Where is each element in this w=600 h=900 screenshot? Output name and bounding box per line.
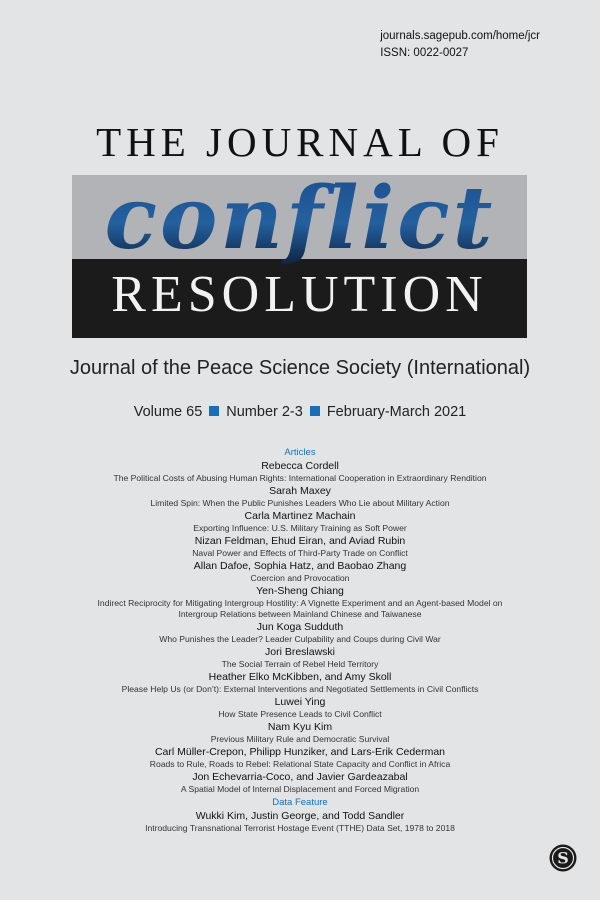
list-item[interactable] [40,510,560,534]
article-title: The Social Terrain of Rebel Held Territory [221,659,379,669]
article-authors: Nam Kyu Kim [267,721,333,733]
list-item[interactable] [40,671,560,695]
journal-title-top: THE JOURNAL OF [96,119,504,165]
article-authors: Carl Müller-Crepon, Philipp Hunziker, and Lars-Erik Cederman [154,746,446,758]
issue-date: February-March 2021 [326,404,467,420]
article-title: Who Punishes the Leader? Leader Culpability and Coups during Civil War [159,634,441,644]
journal-subtitle: Journal of the Peace Science Society (International) [69,357,531,379]
article-title: Naval Power and Effects of Third-Party Trade on Conflict [192,548,408,558]
list-item[interactable] [40,621,560,645]
issue-number: Number 2-3 [226,404,303,420]
data-feature-heading: Data Feature [272,797,328,808]
svg-text:S: S [557,848,569,868]
article-title: Coercion and Provocation [250,573,350,583]
separator-square-icon [209,406,219,416]
journal-title-script [72,150,527,280]
list-item[interactable] [40,535,560,559]
list-item[interactable] [40,746,560,770]
table-of-contents [40,446,560,835]
issue-volume: Volume 65 [133,404,203,420]
article-title-continued: Intergroup Relations between Mainland Chinese and Taiwanese [178,609,422,619]
list-item[interactable] [40,485,560,509]
article-title: Limited Spin: When the Public Punishes Leaders Who Lie about Military Action [150,498,450,508]
article-title: Previous Military Rule and Democratic Survival [210,734,390,744]
article-authors: Jun Koga Sudduth [256,621,344,633]
article-authors: Sarah Maxey [269,485,331,497]
journal-issn: ISSN: 0022-0027 [380,47,469,59]
article-authors: Yen-Sheng Chiang [256,585,344,597]
article-title: Indirect Reciprocity for Mitigating Intergroup Hostility: A Vignette Experiment and an Agent-based Model on [97,598,503,608]
list-item[interactable] [40,696,560,720]
article-title: A Spatial Model of Internal Displacement and Forced Migration [180,784,420,794]
list-item[interactable] [40,646,560,670]
sage-logo-icon [549,844,577,872]
article-title: Exporting Influence: U.S. Military Training as Soft Power [193,523,407,533]
article-authors: Wukki Kim, Justin George, and Todd Sandler [195,810,405,822]
list-item[interactable] [40,560,560,584]
list-item[interactable] [40,810,560,834]
journal-url[interactable]: journals.sagepub.com/home/jcr [380,30,540,42]
issue-info [0,404,600,420]
list-item[interactable] [40,460,560,484]
article-title: Introducing Transnational Terrorist Hostage Event (TTHE) Data Set, 1978 to 2018 [145,823,455,833]
article-authors: Heather Elko McKibben, and Amy Skoll [208,671,392,683]
article-title: Please Help Us (or Don’t): External Interventions and Negotiated Settlements in Civil Conflicts [121,684,479,694]
article-title: How State Presence Leads to Civil Conflict [218,709,382,719]
article-title: Roads to Rule, Roads to Rebel: Relational State Capacity and Conflict in Africa [149,759,451,769]
article-authors: Jori Breslawski [264,646,335,658]
article-authors: Jon Echevarria-Coco, and Javier Gardeazabal [192,771,408,783]
article-authors: Luwei Ying [274,696,326,708]
journal-meta [380,28,540,62]
list-item[interactable] [40,721,560,745]
article-authors: Nizan Feldman, Ehud Eiran, and Aviad Rubin [194,535,406,547]
article-title: The Political Costs of Abusing Human Rights: International Cooperation in Extraordinary Rendition [113,473,487,483]
article-authors: Allan Dafoe, Sophia Hatz, and Baobao Zhang [193,560,407,572]
article-authors: Carla Martinez Machain [244,510,356,522]
articles-heading: Articles [284,447,316,458]
separator-square-icon [310,406,320,416]
list-item[interactable] [40,771,560,795]
list-item[interactable] [40,585,560,620]
article-authors: Rebecca Cordell [261,460,339,472]
journal-title-bottom: RESOLUTION [111,266,488,323]
journal-title-script-text: conflict [104,168,496,269]
